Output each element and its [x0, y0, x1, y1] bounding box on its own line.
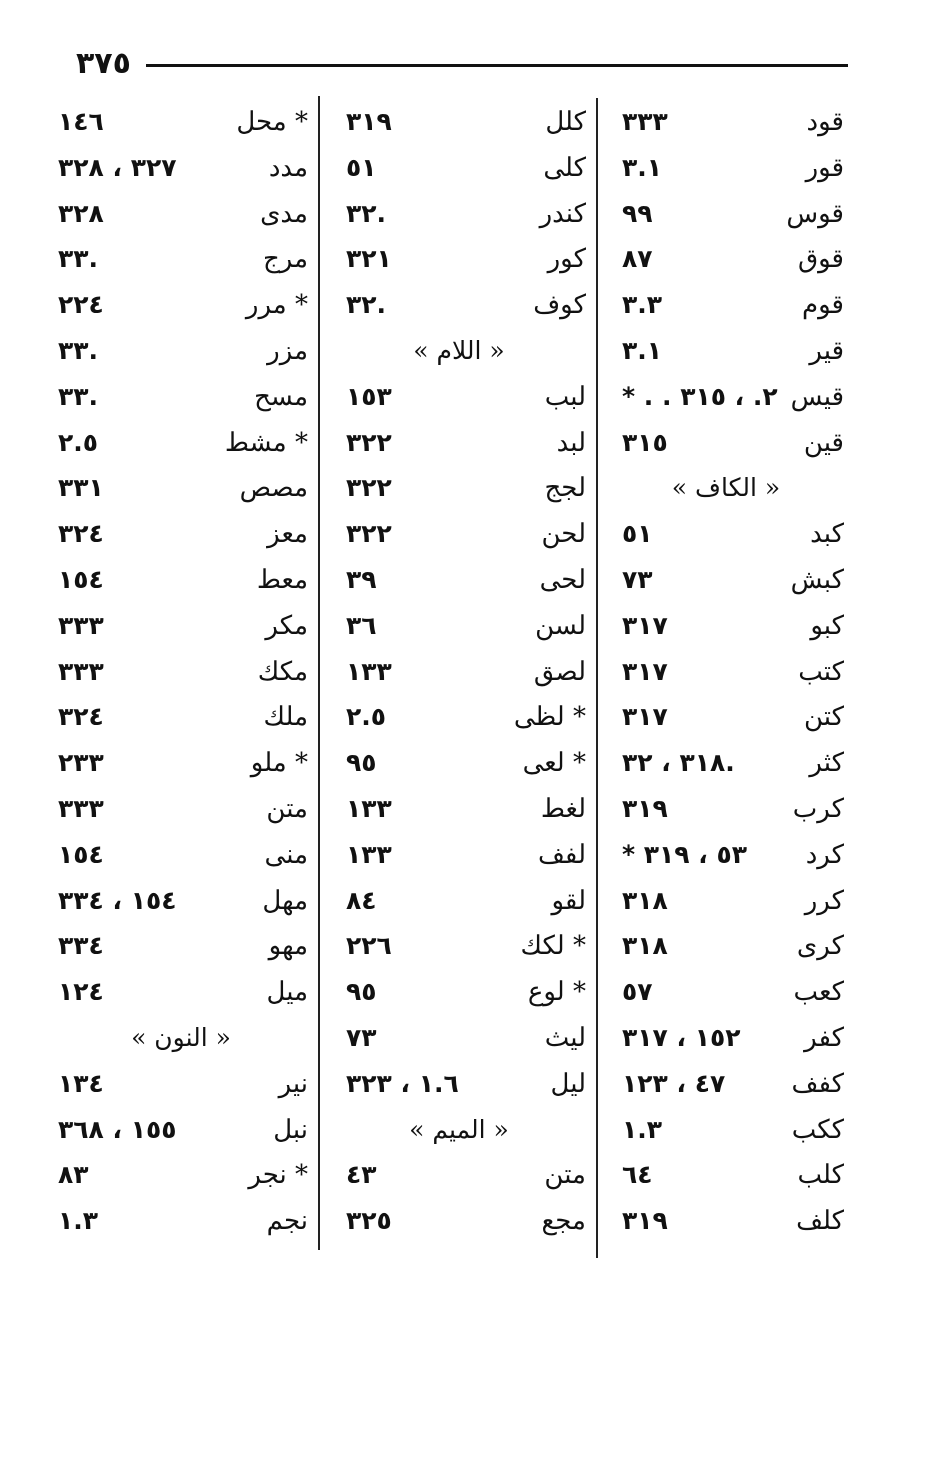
- entry-word: لحن: [541, 519, 586, 550]
- entry-word: ليل: [550, 1068, 586, 1099]
- entry-word: * ملو: [250, 748, 308, 779]
- index-entry: [48, 697, 314, 743]
- entry-word: كتن: [803, 702, 844, 733]
- index-entry: [48, 102, 314, 148]
- entry-pages: ١٥٢ ، ٣١٧: [622, 1022, 741, 1052]
- index-entry: [602, 1018, 850, 1064]
- index-entry: [602, 1155, 850, 1201]
- entry-word: قوس: [786, 198, 844, 229]
- index-entry: [48, 148, 314, 194]
- entry-pages: ٣٦: [346, 610, 377, 640]
- entry-word: ككب: [791, 1114, 844, 1145]
- entry-word: مسح: [254, 381, 308, 412]
- entry-pages: ٣١٧: [622, 656, 668, 686]
- entry-pages: ١٣٣: [346, 839, 392, 869]
- entry-word: * لظى: [513, 702, 586, 733]
- entry-word: كبد: [810, 519, 844, 550]
- entry-word: ليث: [544, 1022, 586, 1053]
- entry-word: كرى: [796, 931, 844, 962]
- entry-word: كوف: [533, 290, 586, 321]
- entry-word: ملك: [263, 702, 308, 733]
- entry-word: معط: [256, 564, 308, 595]
- entry-pages: ٣٣.: [58, 244, 99, 274]
- section-heading: « النون »: [131, 1022, 231, 1052]
- index-entry: [326, 468, 592, 514]
- entry-pages: ٧٣: [346, 1022, 377, 1052]
- entry-pages: ٣٣٤: [58, 931, 104, 961]
- index-entry: [326, 789, 592, 835]
- entry-pages: ١٣٣: [346, 656, 392, 686]
- entry-word: قور: [805, 152, 844, 183]
- entry-pages: ٣١٨: [622, 885, 668, 915]
- header-rule: [146, 64, 848, 67]
- index-entry: [326, 285, 592, 331]
- entry-word: لغط: [540, 793, 586, 824]
- entry-pages: ٣١٨ ، ٣٢.: [622, 748, 735, 778]
- entry-word: نبل: [273, 1114, 308, 1145]
- entry-pages: ١٤٦: [58, 107, 104, 136]
- entry-word: قيس: [790, 381, 844, 412]
- entry-word: كلب: [797, 1160, 844, 1191]
- entry-pages: ٤٣: [346, 1160, 377, 1190]
- entry-word: لبد: [556, 427, 586, 458]
- index-column-left: [48, 102, 314, 1247]
- section-heading: « اللام »: [413, 335, 505, 365]
- index-entry: [326, 1155, 592, 1201]
- entry-pages: ٣٣.: [58, 381, 99, 411]
- index-entry: [48, 423, 314, 469]
- index-entry: [48, 514, 314, 560]
- entry-word: مدى: [260, 198, 308, 229]
- index-entry: [326, 972, 592, 1018]
- index-entry: [48, 606, 314, 652]
- entry-pages: ٥١: [622, 519, 653, 549]
- entry-word: * محل: [236, 107, 308, 137]
- index-entry: [48, 377, 314, 423]
- entry-pages: ٣١٧: [622, 610, 668, 640]
- index-entry: [48, 239, 314, 285]
- entry-pages: ٣.١: [622, 335, 663, 365]
- index-entry: [48, 652, 314, 698]
- entry-word: كرر: [804, 885, 844, 916]
- entry-pages: ١٥٥ ، ٣٦٨: [58, 1114, 177, 1144]
- index-entry: [602, 423, 850, 469]
- entry-pages: ٣٢٢: [346, 427, 392, 457]
- entry-word: لفف: [538, 839, 586, 870]
- entry-pages: ٥٧: [622, 977, 653, 1007]
- entry-word: لصق: [533, 656, 586, 687]
- entry-word: قوم: [802, 290, 844, 321]
- entry-word: مصص: [239, 473, 308, 504]
- section-heading-row: [326, 1110, 592, 1156]
- index-entry: [602, 285, 850, 331]
- entry-pages: ٩٩: [622, 198, 653, 228]
- section-heading-row: [48, 1018, 314, 1064]
- index-entry: [602, 102, 850, 148]
- entry-word: كثر: [809, 748, 844, 779]
- entry-word: كبش: [790, 564, 844, 595]
- index-entry: [326, 835, 592, 881]
- index-entry: [326, 377, 592, 423]
- entry-word: مكر: [265, 610, 308, 641]
- index-entry: [326, 239, 592, 285]
- index-entry: [326, 1064, 592, 1110]
- index-entry: [602, 331, 850, 377]
- entry-pages: ٤٧ ، ١٢٣: [622, 1068, 726, 1098]
- entry-word: كفر: [804, 1022, 844, 1053]
- index-entry: [602, 239, 850, 285]
- index-entry: [326, 1201, 592, 1247]
- entry-pages: ٨٧: [622, 244, 653, 274]
- entry-word: مهل: [262, 885, 308, 916]
- entry-pages: ٣٣١: [58, 473, 104, 503]
- index-entry: [48, 1064, 314, 1110]
- entry-pages: ٩٥: [346, 977, 377, 1007]
- entry-word: ميل: [266, 977, 308, 1008]
- entry-pages: ٣٢٤: [58, 519, 104, 549]
- index-entry: [602, 697, 850, 743]
- entry-word: متن: [266, 793, 308, 824]
- index-entry: [48, 331, 314, 377]
- index-entry: [602, 148, 850, 194]
- entry-word: لحى: [539, 564, 586, 595]
- entry-pages: ٩٥: [346, 748, 377, 778]
- entry-pages: ٣٢.: [346, 290, 387, 320]
- index-entry: [48, 926, 314, 972]
- index-entry: [602, 926, 850, 972]
- index-entry: [602, 652, 850, 698]
- index-entry: [326, 102, 592, 148]
- index-entry: [326, 881, 592, 927]
- entry-word: كرب: [792, 793, 844, 824]
- page-number: ٣٧٥: [76, 46, 131, 81]
- entry-word: مكك: [257, 656, 308, 687]
- entry-pages: ٣١٧: [622, 702, 668, 732]
- index-entry: [48, 194, 314, 240]
- entry-word: كلى: [543, 152, 586, 183]
- index-entry: [602, 514, 850, 560]
- column-divider-right: [596, 98, 598, 1258]
- entry-word: كتب: [798, 656, 844, 687]
- index-entry: [48, 1110, 314, 1156]
- entry-word: مرج: [262, 244, 308, 275]
- entry-pages: ٣٢٨: [58, 198, 104, 228]
- entry-pages: ٣٢.: [346, 198, 387, 228]
- entry-pages: ١.٣: [58, 1206, 99, 1236]
- index-entry: [326, 743, 592, 789]
- index-entry: [48, 835, 314, 881]
- entry-pages: ٥١: [346, 152, 377, 182]
- entry-pages: ٣٢٥: [346, 1206, 392, 1236]
- entry-word: كرد: [805, 839, 844, 870]
- entry-pages: ١٥٣: [346, 381, 392, 411]
- entry-word: منى: [264, 839, 308, 870]
- index-entry: [48, 743, 314, 789]
- entry-pages: ٣٢٢: [346, 473, 392, 503]
- entry-pages: * ٥٣ ، ٣١٩: [622, 839, 747, 869]
- entry-pages: ٢.٥: [58, 427, 99, 457]
- entry-pages: ٢٣٣: [58, 748, 104, 778]
- entry-word: لسن: [535, 610, 586, 641]
- entry-word: مدد: [268, 152, 308, 183]
- entry-pages: ٣٢١: [346, 244, 392, 274]
- index-entry: [48, 789, 314, 835]
- index-entry: [326, 423, 592, 469]
- entry-pages: ٣٣٣: [58, 656, 104, 686]
- entry-word: كفف: [791, 1068, 844, 1099]
- index-entry: [326, 514, 592, 560]
- index-entry: [48, 1201, 314, 1247]
- entry-pages: ٧٣: [622, 564, 653, 594]
- entry-word: كلف: [796, 1206, 844, 1237]
- entry-word: لبب: [544, 381, 586, 412]
- entry-word: كور: [547, 244, 586, 275]
- index-entry: [602, 1201, 850, 1247]
- entry-pages: ٣٢٢: [346, 519, 392, 549]
- entry-pages: ٣١٩: [622, 1206, 668, 1236]
- index-entry: [326, 1018, 592, 1064]
- index-entry: [602, 560, 850, 606]
- entry-pages: ٣٣٣: [58, 610, 104, 640]
- index-entry: [48, 972, 314, 1018]
- entry-word: لقو: [551, 885, 586, 916]
- index-entry: [326, 148, 592, 194]
- entry-word: مهو: [268, 931, 308, 962]
- entry-pages: * . . ٢. ، ٣١٥: [622, 381, 778, 411]
- entry-word: مزر: [267, 335, 308, 366]
- entry-pages: ١.٦ ، ٣٢٣: [346, 1068, 459, 1098]
- entry-pages: ٦٤: [622, 1160, 653, 1190]
- index-entry: [602, 194, 850, 240]
- index-column-right: [602, 102, 850, 1247]
- entry-word: لجج: [544, 473, 586, 504]
- index-entry: [48, 468, 314, 514]
- index-entry: [602, 606, 850, 652]
- entry-pages: ٨٣: [58, 1160, 89, 1190]
- entry-pages: ٣٣٣: [58, 793, 104, 823]
- entry-word: نير: [278, 1068, 308, 1099]
- entry-word: متن: [544, 1160, 586, 1191]
- index-entry: [602, 881, 850, 927]
- section-heading: « الميم »: [409, 1114, 509, 1144]
- entry-word: معز: [267, 519, 308, 550]
- entry-word: * لعى: [522, 748, 586, 779]
- section-heading: « الكاف »: [671, 473, 781, 503]
- entry-pages: ٣٢٧ ، ٣٢٨: [58, 152, 177, 182]
- index-entry: [602, 972, 850, 1018]
- entry-pages: ٣٢٤: [58, 702, 104, 732]
- entry-word: قود: [806, 107, 844, 137]
- index-entry: [326, 652, 592, 698]
- entry-word: * نجر: [248, 1160, 308, 1191]
- entry-pages: ٣٩: [346, 564, 377, 594]
- entry-pages: ١٣٣: [346, 793, 392, 823]
- section-heading-row: [602, 468, 850, 514]
- entry-pages: ١٥٤ ، ٣٣٤: [58, 885, 177, 915]
- index-column-middle: [326, 102, 592, 1247]
- index-entry: [602, 377, 850, 423]
- entry-word: كبو: [810, 610, 844, 641]
- entry-pages: ٣٣٣: [622, 107, 668, 136]
- entry-pages: ٣١٥: [622, 427, 668, 457]
- index-entry: [602, 1110, 850, 1156]
- entry-word: قين: [803, 427, 844, 458]
- entry-word: نجم: [266, 1206, 308, 1237]
- entry-word: كعب: [793, 977, 844, 1008]
- entry-pages: ٣٣.: [58, 335, 99, 365]
- entry-word: * لوع: [527, 977, 586, 1008]
- entry-word: * مرر: [245, 290, 308, 321]
- index-entry: [326, 606, 592, 652]
- entry-word: * مشط: [224, 427, 308, 458]
- entry-pages: ٣١٩: [622, 793, 668, 823]
- entry-word: مجع: [541, 1206, 586, 1237]
- entry-pages: ١٣٤: [58, 1068, 104, 1098]
- entry-pages: ٣١٩: [346, 107, 392, 136]
- section-heading-row: [326, 331, 592, 377]
- entry-pages: ١٥٤: [58, 564, 104, 594]
- entry-pages: ٨٤: [346, 885, 377, 915]
- entry-pages: ١.٣: [622, 1114, 663, 1144]
- entry-pages: ٣.١: [622, 152, 663, 182]
- entry-word: قير: [809, 335, 844, 366]
- entry-word: قوق: [797, 244, 844, 275]
- index-entry: [602, 789, 850, 835]
- index-entry: [48, 285, 314, 331]
- entry-pages: ٣١٨: [622, 931, 668, 961]
- index-entry: [602, 835, 850, 881]
- entry-pages: ٣.٣: [622, 290, 663, 320]
- entry-word: * لكك: [520, 931, 586, 962]
- index-entry: [602, 743, 850, 789]
- index-entry: [326, 194, 592, 240]
- entry-pages: ٢.٥: [346, 702, 387, 732]
- entry-pages: ٢٢٤: [58, 290, 104, 320]
- index-entry: [48, 560, 314, 606]
- index-entry: [326, 697, 592, 743]
- entry-pages: ١٢٤: [58, 977, 104, 1007]
- index-entry: [48, 881, 314, 927]
- index-entry: [602, 1064, 850, 1110]
- index-entry: [326, 560, 592, 606]
- index-entry: [326, 926, 592, 972]
- entry-pages: ٢٢٦: [346, 931, 392, 961]
- column-divider-left: [318, 96, 320, 1250]
- index-entry: [48, 1155, 314, 1201]
- entry-word: كندر: [539, 198, 586, 229]
- entry-pages: ١٥٤: [58, 839, 104, 869]
- entry-word: كلل: [545, 107, 586, 137]
